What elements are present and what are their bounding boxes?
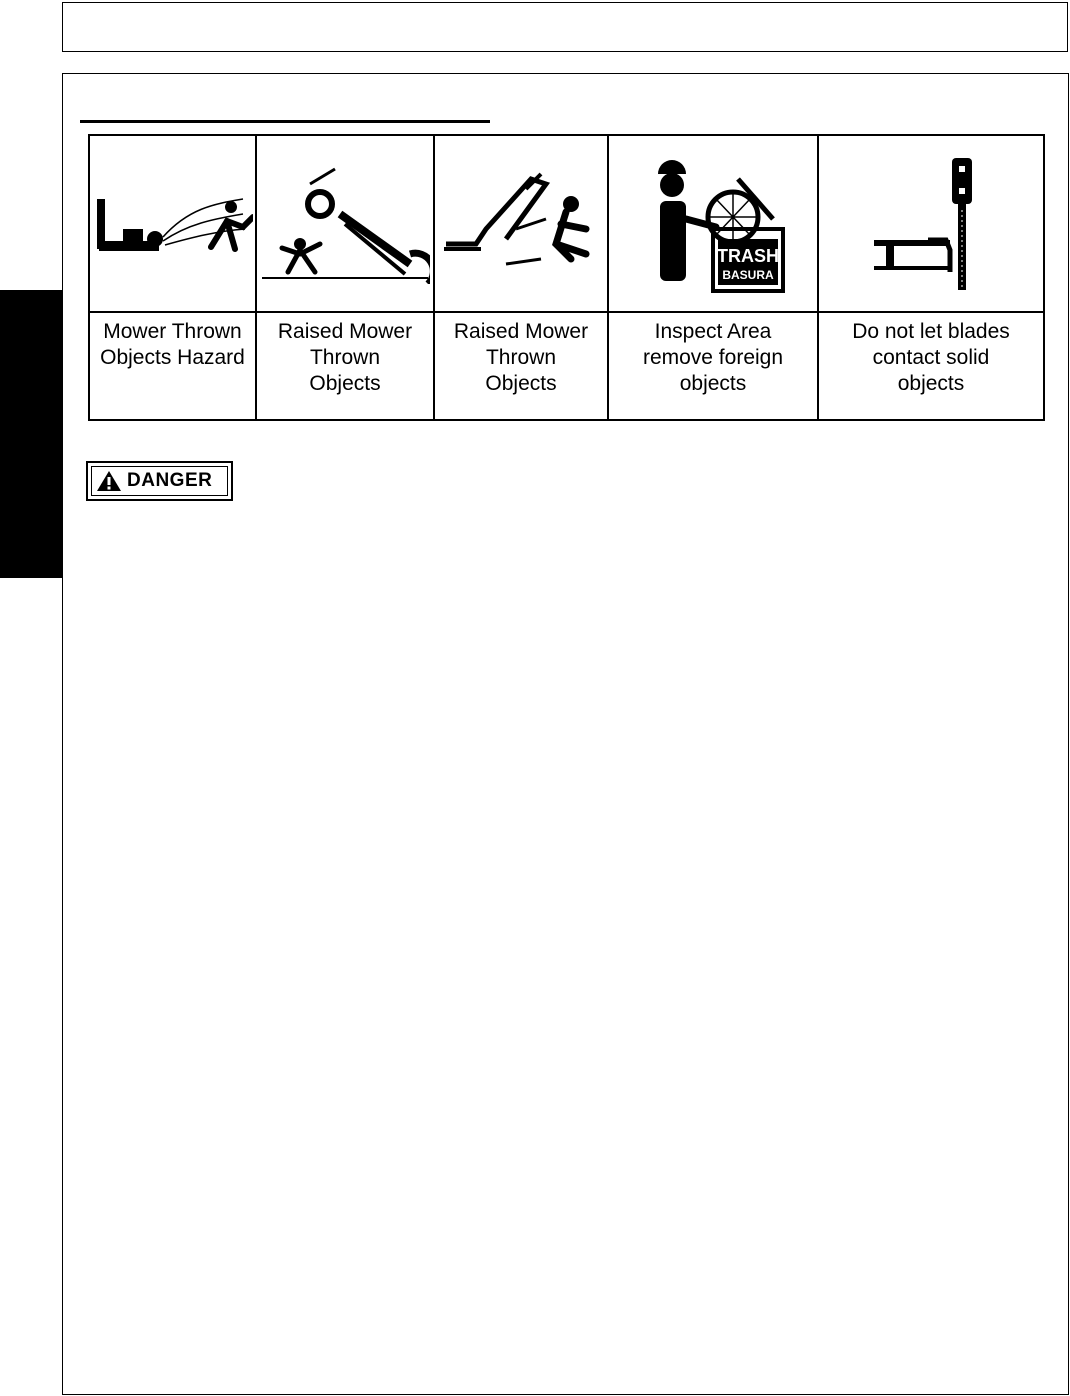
decal-caption-cell bbox=[608, 312, 818, 420]
decal-image-cell bbox=[89, 135, 256, 312]
decal-image-cell bbox=[608, 135, 818, 312]
decal-caption: Raised Mower Thrown Objects bbox=[277, 320, 413, 395]
decal-caption-cell bbox=[434, 312, 608, 420]
mower-thrown-objects-icon bbox=[93, 179, 253, 269]
basura-sign-label: BASURA bbox=[722, 267, 774, 282]
decal-caption: Mower Thrown Objects Hazard bbox=[100, 320, 245, 369]
decal-image-cell bbox=[818, 135, 1044, 312]
warning-triangle-icon bbox=[96, 470, 122, 492]
trash-sign-label: TRASH bbox=[717, 245, 779, 266]
section-heading-rule bbox=[80, 120, 490, 123]
decal-caption: Do not let blades contact solid objects bbox=[852, 320, 1010, 395]
danger-label: DANGER bbox=[127, 470, 213, 491]
decal-caption: Raised Mower Thrown Objects bbox=[453, 320, 589, 395]
section-side-tab bbox=[0, 290, 62, 578]
raised-mower-thrown-objects-icon bbox=[260, 164, 430, 284]
decal-caption: Inspect Area remove foreign objects bbox=[642, 320, 784, 395]
blade-contact-solid-objects-icon bbox=[866, 154, 996, 294]
decal-caption-cell bbox=[818, 312, 1044, 420]
inspect-area-trash-icon bbox=[638, 149, 788, 299]
decal-caption-cell bbox=[89, 312, 256, 420]
danger-inner-frame bbox=[91, 466, 228, 496]
decal-image-cell bbox=[256, 135, 434, 312]
decal-image-cell bbox=[434, 135, 608, 312]
raised-mower-thrown-objects-alt-icon bbox=[436, 169, 606, 279]
page-header-box bbox=[62, 2, 1068, 52]
decal-caption-cell bbox=[256, 312, 434, 420]
safety-decal-table bbox=[88, 134, 1045, 421]
danger-signal-word bbox=[86, 461, 233, 501]
